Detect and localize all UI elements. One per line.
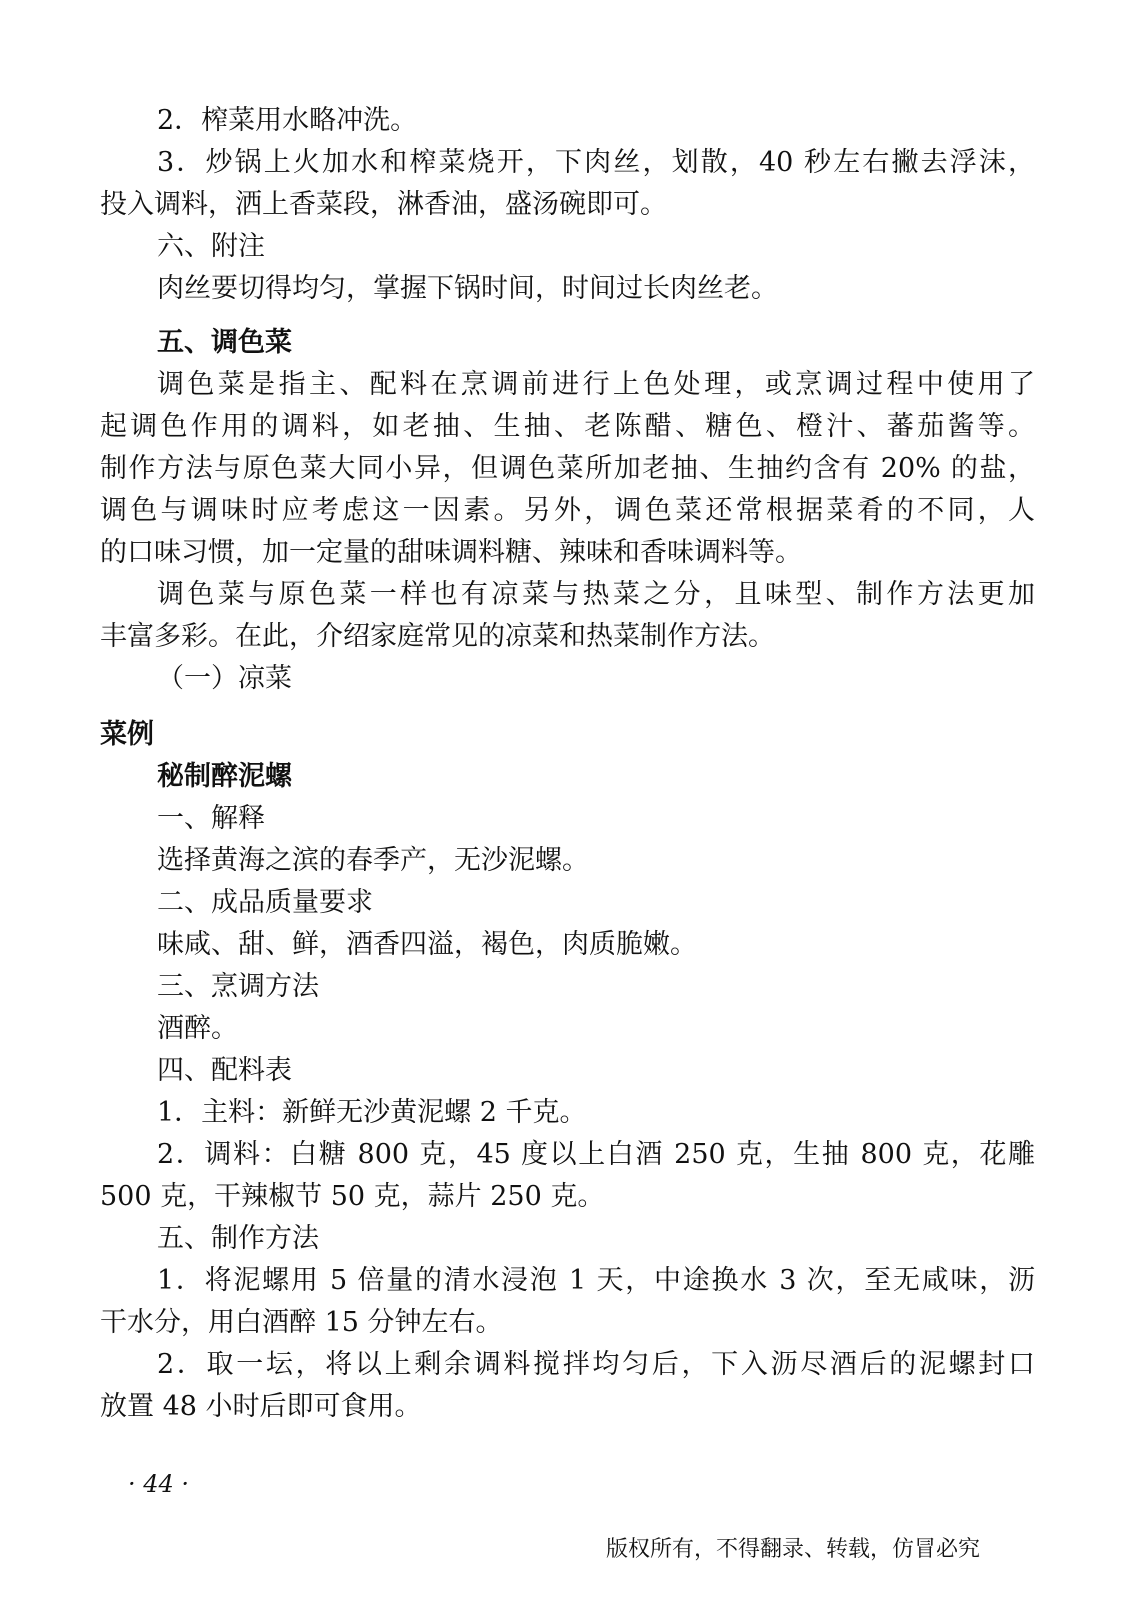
text-line: 的口味习惯，加一定量的甜味调料糖、辣味和香味调料等。 xyxy=(100,537,802,568)
text-line: 3．炒锅上火加水和榨菜烧开，下肉丝，划散，40 秒左右撇去浮沫， xyxy=(157,147,1035,178)
text-line: 二、成品质量要求 xyxy=(157,887,373,918)
text-line: 调色菜与原色菜一样也有凉菜与热菜之分，且味型、制作方法更加 xyxy=(157,579,1035,610)
text-line: 投入调料，洒上香菜段，淋香油，盛汤碗即可。 xyxy=(100,189,667,220)
page-number: · 44 · xyxy=(128,1470,190,1498)
text-line: 肉丝要切得均匀，掌握下锅时间，时间过长肉丝老。 xyxy=(157,273,778,304)
text-line: 放置 48 小时后即可食用。 xyxy=(100,1391,422,1422)
recipe-title: 秘制醉泥螺 xyxy=(157,761,292,792)
example-heading: 菜例 xyxy=(100,719,154,750)
text-line: 六、附注 xyxy=(157,231,265,262)
text-line: 三、烹调方法 xyxy=(157,971,319,1002)
text-line: 2．调料：白糖 800 克，45 度以上白酒 250 克，生抽 800 克，花雕 xyxy=(157,1139,1035,1170)
text-line: 五、制作方法 xyxy=(157,1223,319,1254)
text-line: 调色与调味时应考虑这一因素。另外，调色菜还常根据菜肴的不同，人 xyxy=(100,495,1035,526)
subsection-heading: （一）凉菜 xyxy=(157,663,292,694)
text-line: 制作方法与原色菜大同小异，但调色菜所加老抽、生抽约含有 20% 的盐， xyxy=(100,453,1035,484)
section-heading: 五、调色菜 xyxy=(157,327,292,358)
text-line: 2．榨菜用水略冲洗。 xyxy=(157,105,418,136)
text-line: 500 克，干辣椒节 50 克，蒜片 250 克。 xyxy=(100,1181,605,1212)
text-line: 1．将泥螺用 5 倍量的清水浸泡 1 天，中途换水 3 次，至无咸味，沥 xyxy=(157,1265,1035,1296)
copyright-notice: 版权所有，不得翻录、转载，仿冒必究 xyxy=(606,1537,981,1562)
text-line: 干水分，用白酒醉 15 分钟左右。 xyxy=(100,1307,503,1338)
text-line: 丰富多彩。在此，介绍家庭常见的凉菜和热菜制作方法。 xyxy=(100,621,775,652)
text-line: 起调色作用的调料，如老抽、生抽、老陈醋、糖色、橙汁、蕃茄酱等。 xyxy=(100,411,1035,442)
text-line: 味咸、甜、鲜，酒香四溢，褐色，肉质脆嫩。 xyxy=(157,929,697,960)
text-line: 四、配料表 xyxy=(157,1055,292,1086)
text-line: 酒醉。 xyxy=(157,1013,238,1044)
text-line: 调色菜是指主、配料在烹调前进行上色处理，或烹调过程中使用了 xyxy=(157,369,1035,400)
text-line: 一、解释 xyxy=(157,803,265,834)
text-line: 选择黄海之滨的春季产，无沙泥螺。 xyxy=(157,845,589,876)
text-line: 1．主料：新鲜无沙黄泥螺 2 千克。 xyxy=(157,1097,587,1128)
text-line: 2．取一坛，将以上剩余调料搅拌均匀后，下入沥尽酒后的泥螺封口 xyxy=(157,1349,1035,1380)
